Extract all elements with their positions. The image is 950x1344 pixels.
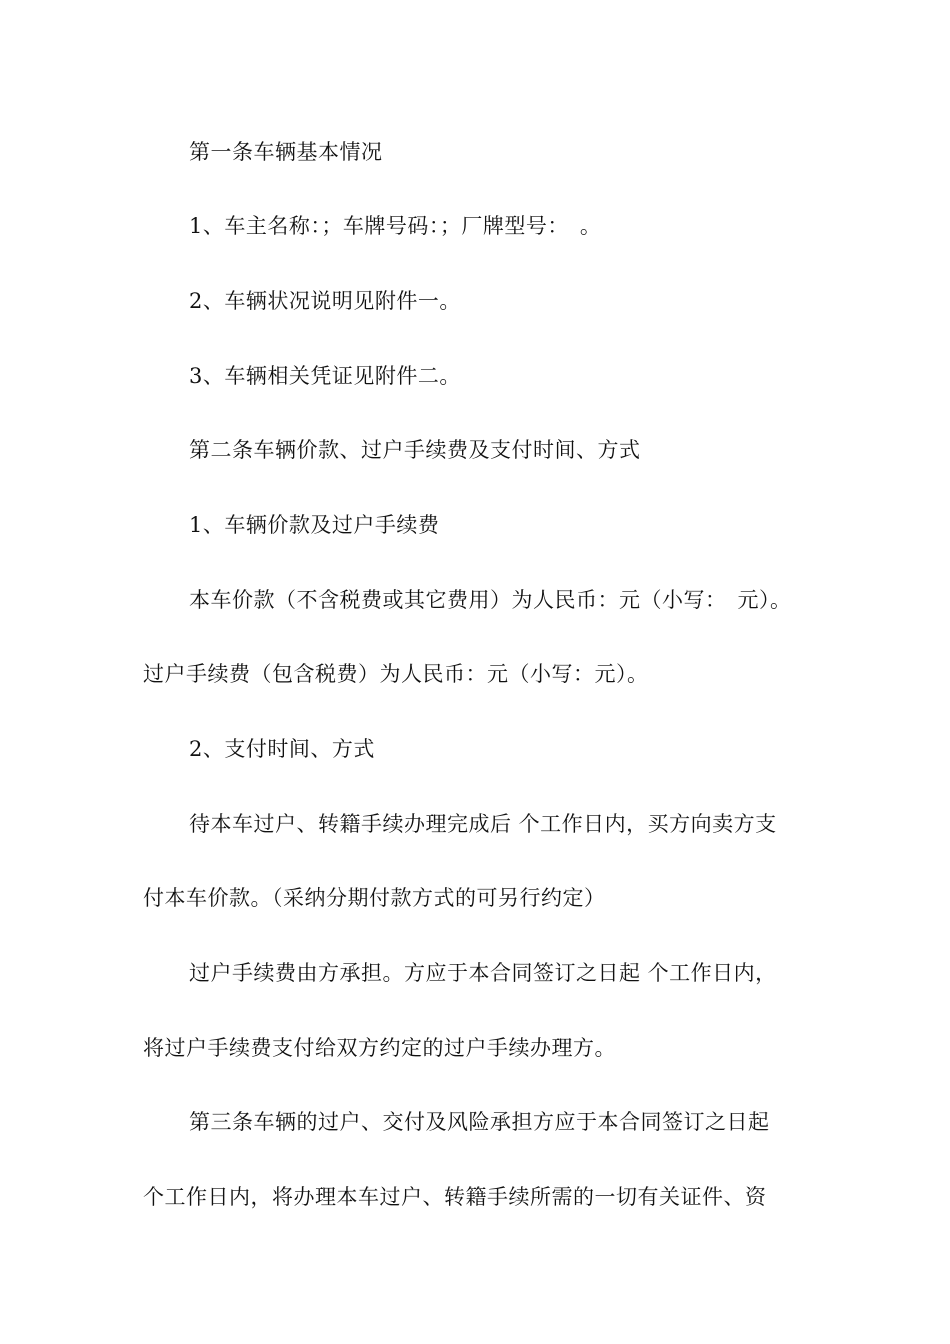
payment-timing-line-2: 付本车价款。（采纳分期付款方式的可另行约定） (143, 886, 606, 910)
vehicle-price-line: 本车价款（不含税费或其它费用）为人民币：元（小写： 元）。 (189, 588, 792, 612)
vehicle-owner-plate-model-line: 1、车主名称：；车牌号码：；厂牌型号： 。 (189, 214, 602, 238)
price-and-fee-subheading: 1、车辆价款及过户手续费 (189, 513, 440, 537)
article-3-line-2: 个工作日内，将办理本车过户、转籍手续所需的一切有关证件、资 (143, 1185, 767, 1209)
vehicle-condition-line: 2、车辆状况说明见附件一。 (189, 289, 461, 313)
vehicle-documents-line: 3、车辆相关凭证见附件二。 (189, 364, 461, 388)
article-2-heading: 第二条车辆价款、过户手续费及支付时间、方式 (189, 438, 641, 462)
transfer-fee-line: 过户手续费（包含税费）为人民币：元（小写：元）。 (143, 662, 649, 686)
payment-timing-line-1: 待本车过户、转籍手续办理完成后 个工作日内，买方向卖方支 (189, 812, 777, 836)
fee-bearer-line-1: 过户手续费由方承担。方应于本合同签订之日起 个工作日内， (189, 961, 777, 985)
fee-bearer-line-2: 将过户手续费支付给双方约定的过户手续办理方。 (143, 1036, 616, 1060)
article-1-heading: 第一条车辆基本情况 (189, 140, 383, 164)
payment-method-subheading: 2、支付时间、方式 (189, 737, 375, 761)
article-3-line-1: 第三条车辆的过户、交付及风险承担方应于本合同签订之日起 (189, 1110, 770, 1134)
